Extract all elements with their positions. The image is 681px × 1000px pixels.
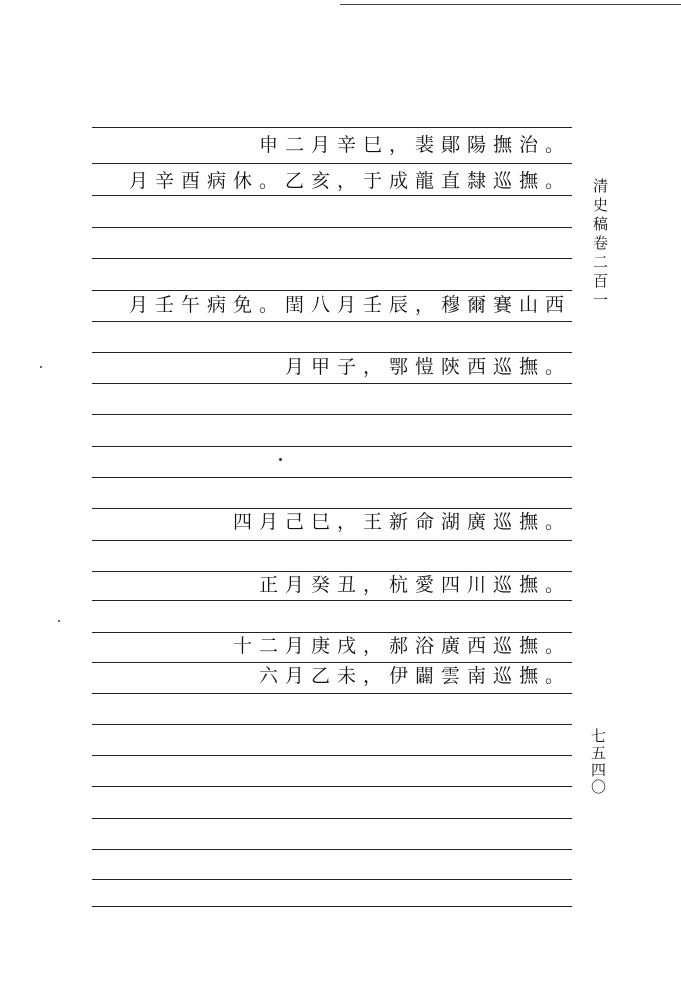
table-rule [92, 906, 572, 907]
table-rule [92, 818, 572, 819]
table-rule [92, 127, 572, 128]
table-text-line: 十二月庚戌，郝浴廣西巡撫。 [232, 635, 571, 657]
table-rule [92, 414, 572, 415]
table-rule [92, 540, 572, 541]
table-text-line: 四月己巳，王新命湖廣巡撫。 [232, 511, 571, 533]
scan-speck [40, 366, 42, 368]
table-text-line: 申二月辛巳，裴鄖陽撫治。 [258, 134, 571, 156]
table-rule [92, 755, 572, 756]
table-text-line: 月辛酉病休。乙亥，于成龍直隸巡撫。 [128, 170, 571, 192]
table-rule [92, 258, 572, 259]
table-rule [92, 600, 572, 601]
table-rule [92, 879, 572, 880]
table-rule [92, 446, 572, 447]
scan-speck [279, 458, 282, 461]
table-rule [92, 849, 572, 850]
table-rule [92, 321, 572, 322]
table-text-line: 月壬午病免。閏八月壬辰，穆爾賽山西 [128, 294, 571, 316]
table-rule [92, 724, 572, 725]
margin-book-title: 清史稿卷二百一 [591, 178, 609, 311]
table-rule [92, 383, 572, 384]
table-text-line: 正月癸丑，杭愛四川巡撫。 [258, 574, 571, 596]
table-rule [92, 786, 572, 787]
table-text-line: 月甲子，鄂愷陝西巡撫。 [284, 356, 571, 378]
top-edge-rule [340, 4, 681, 5]
table-rule [92, 195, 572, 196]
table-rule [92, 477, 572, 478]
table-rule [92, 227, 572, 228]
page-number: 七五四〇 [589, 728, 607, 796]
table-rule [92, 163, 572, 164]
scan-speck [58, 620, 60, 622]
table-rule [92, 693, 572, 694]
table-text-line: 六月乙未，伊闢雲南巡撫。 [258, 665, 571, 687]
